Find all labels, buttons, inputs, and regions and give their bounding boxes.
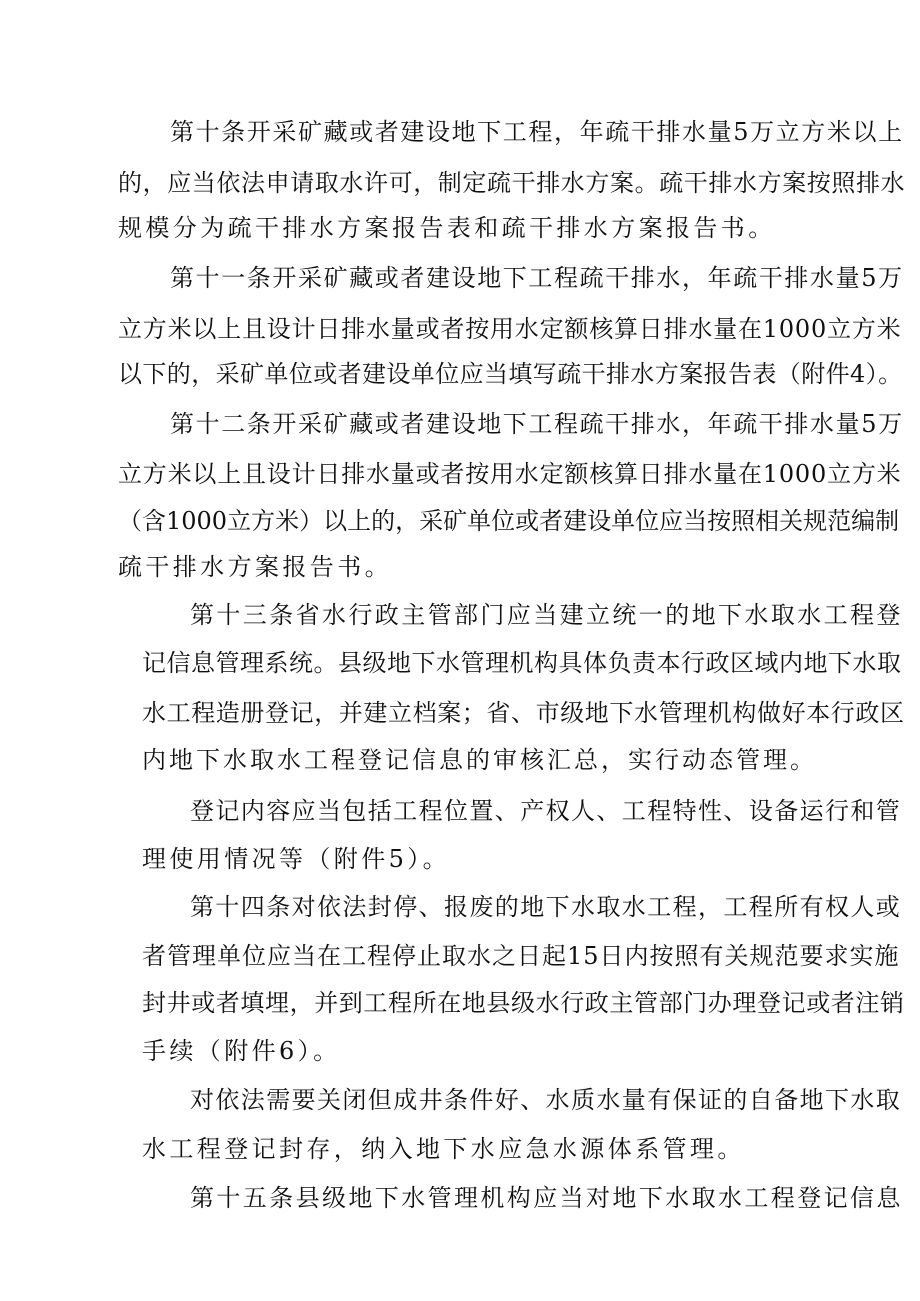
article-13-para-2-line-2: 理使用情况等（附件5）。 — [142, 845, 451, 873]
article-12-line-2: 立方米以上且设计日排水量或者按用水定额核算日排水量在1000立方米 — [118, 460, 902, 488]
article-14-line-2: 者管理单位应当在工程停止取水之日起15日内按照有关规范要求实施 — [142, 942, 900, 970]
article-14-line-4: 手续（附件6）。 — [142, 1037, 341, 1065]
article-13-line-2: 记信息管理系统。县级地下水管理机构具体负责本行政区域内地下水取 — [142, 649, 902, 677]
article-14-para-2-line-2: 水工程登记封存，纳入地下水应急水源体系管理。 — [142, 1135, 745, 1163]
article-11-line-2: 立方米以上且设计日排水量或者按用水定额核算日排水量在1000立方米 — [118, 315, 902, 343]
article-13-line-1: 第十三条省水行政主管部门应当建立统一的地下水取水工程登 — [190, 601, 903, 629]
article-15-line-1: 第十五条县级地下水管理机构应当对地下水取水工程登记信息 — [190, 1184, 903, 1212]
article-14-para-2-line-1: 对依法需要关闭但成井条件好、水质水量有保证的自备地下水取 — [190, 1086, 902, 1114]
article-13-para-2-line-1: 登记内容应当包括工程位置、产权人、工程特性、设备运行和管 — [190, 797, 902, 825]
article-10-line-2: 的，应当依法申请取水许可，制定疏干排水方案。疏干排水方案按照排水 — [118, 169, 906, 197]
article-13-line-4: 内地下水取水工程登记信息的审核汇总，实行动态管理。 — [142, 746, 817, 774]
article-12-line-4: 疏干排水方案报告书。 — [118, 553, 392, 581]
article-11-line-1: 第十一条开采矿藏或者建设地下工程疏干排水，年疏干排水量5万 — [170, 264, 904, 292]
article-14-line-3: 封井或者填埋，并到工程所在地县级水行政主管部门办理登记或者注销 — [142, 989, 905, 1017]
article-13-line-3: 水工程造册登记，并建立档案；省、市级地下水管理机构做好本行政区 — [142, 699, 905, 727]
article-10-line-3: 规模分为疏干排水方案报告表和疏干排水方案报告书。 — [118, 214, 776, 242]
article-12-line-3: （含1000立方米）以上的，采矿单位或者建设单位应当按照相关规范编制 — [118, 507, 900, 535]
article-11-line-3: 以下的，采矿单位或者建设单位应当填写疏干排水方案报告表（附件4）。 — [118, 360, 903, 388]
article-10-line-1: 第十条开采矿藏或者建设地下工程，年疏干排水量5万立方米以上 — [170, 118, 904, 146]
article-14-line-1: 第十四条对依法封停、报废的地下水取水工程，工程所有权人或 — [190, 893, 902, 921]
article-12-line-1: 第十二条开采矿藏或者建设地下工程疏干排水，年疏干排水量5万 — [170, 410, 904, 438]
